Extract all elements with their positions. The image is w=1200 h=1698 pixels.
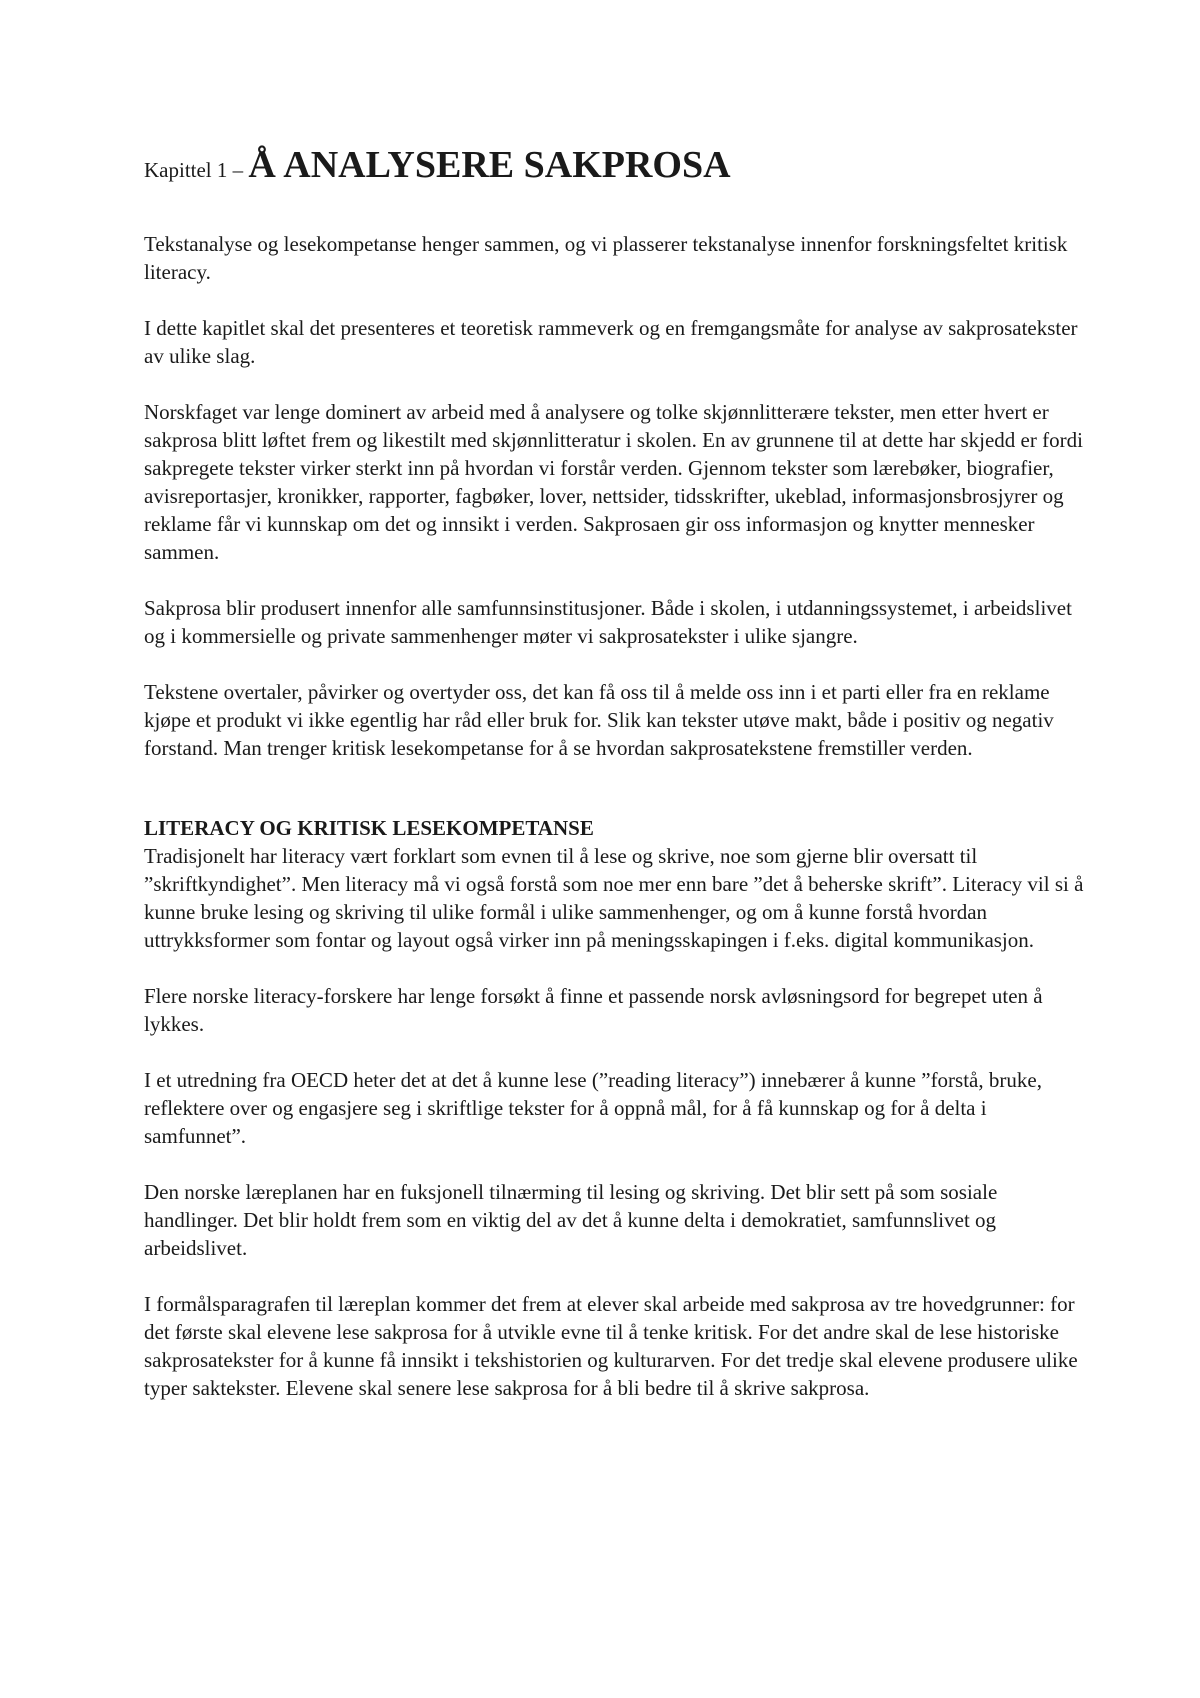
intro-paragraph-1: Tekstanalyse og lesekompetanse henger sammen, og vi plasserer tekstanalyse innenfor forskningsfeltet kritisk literacy.	[144, 232, 1068, 284]
section-paragraph-5: I formålsparagrafen til læreplan kommer det frem at elever skal arbeide med sakprosa av tre hovedgrunner: for det første skal elevene lese sakprosa for å utvikle evne til å tenke kritisk. For det andre skal de lese historiske sakprosatekster for å kunne få innsikt i tekshistorien og kulturarven. For det tredje skal elevene produsere ulike typer saktekster. Elevene skal senere lese sakprosa for å bli bedre til å skrive sakprosa.	[144, 1292, 1078, 1400]
intro-paragraph-5: Tekstene overtaler, påvirker og overtyder oss, det kan få oss til å melde oss inn i et parti eller fra en reklame kjøpe et produkt vi ikke egentlig har råd eller bruk for. Slik kan tekster utøve makt, både i positiv og negativ forstand. Man trenger kritisk lesekompetanse for å se hvordan sakprosatekstene fremstiller verden.	[144, 680, 1054, 760]
chapter-label: Kapittel 1 –	[144, 158, 249, 182]
chapter-title: Å ANALYSERE SAKPROSA	[248, 144, 731, 186]
intro-paragraph-4: Sakprosa blir produsert innenfor alle samfunnsinstitusjoner. Både i skolen, i utdanningssystemet, i arbeidslivet og i kommersielle og private sammenhenger møter vi sakprosatekster i ulike sjangre.	[144, 596, 1072, 648]
document-page	[144, 140, 1084, 1430]
intro-paragraph-3: Norskfaget var lenge dominert av arbeid med å analysere og tolke skjønnlitterære tekster, men etter hvert er sakprosa blitt løftet frem og likestilt med skjønnlitteratur i skolen. En av grunnene til at dette har skjedd er fordi sakpregete tekster virker sterkt inn på hvordan vi forstår verden. Gjennom tekster som lærebøker, biografier, avisreportasjer, kronikker, rapporter, fagbøker, lover, nettsider, tidsskrifter, ukeblad, informasjonsbrosjyrer og reklame får vi kunnskap om det og innsikt i verden. Sakprosaen gir oss informasjon og knytter mennesker sammen.	[144, 400, 1083, 564]
section-heading: LITERACY OG KRITISK LESEKOMPETANSE	[144, 816, 594, 840]
section-paragraph-3: I et utredning fra OECD heter det at det å kunne lese (”reading literacy”) innebærer å kunne ”forstå, bruke, reflektere over og engasjere seg i skriftlige tekster for å oppnå mål, for å få kunnskap og for å delta i samfunnet”.	[144, 1068, 1042, 1148]
chapter-heading	[144, 140, 1084, 198]
section-paragraph-2: Flere norske literacy-forskere har lenge forsøkt å finne et passende norsk avløsningsord for begrepet uten å lykkes.	[144, 984, 1043, 1036]
intro-paragraph-2: I dette kapitlet skal det presenteres et teoretisk rammeverk og en fremgangsmåte for analyse av sakprosatekster av ulike slag.	[144, 316, 1078, 368]
section-paragraph-1: Tradisjonelt har literacy vært forklart som evnen til å lese og skrive, noe som gjerne blir oversatt til ”skriftkyndighet”. Men literacy må vi også forstå som noe mer enn bare ”det å beherske skrift”. Literacy vil si å kunne bruke lesing og skriving til ulike formål i ulike sammenhenger, og om å kunne forstå hvordan uttrykksformer som fontar og layout også virker inn på meningsskapingen i f.eks. digital kommunikasjon.	[144, 844, 1084, 952]
section-paragraph-4: Den norske læreplanen har en fuksjonell tilnærming til lesing og skriving. Det blir sett på som sosiale handlinger. Det blir holdt frem som en viktig del av det å kunne delta i demokratiet, samfunnslivet og arbeidslivet.	[144, 1180, 998, 1260]
